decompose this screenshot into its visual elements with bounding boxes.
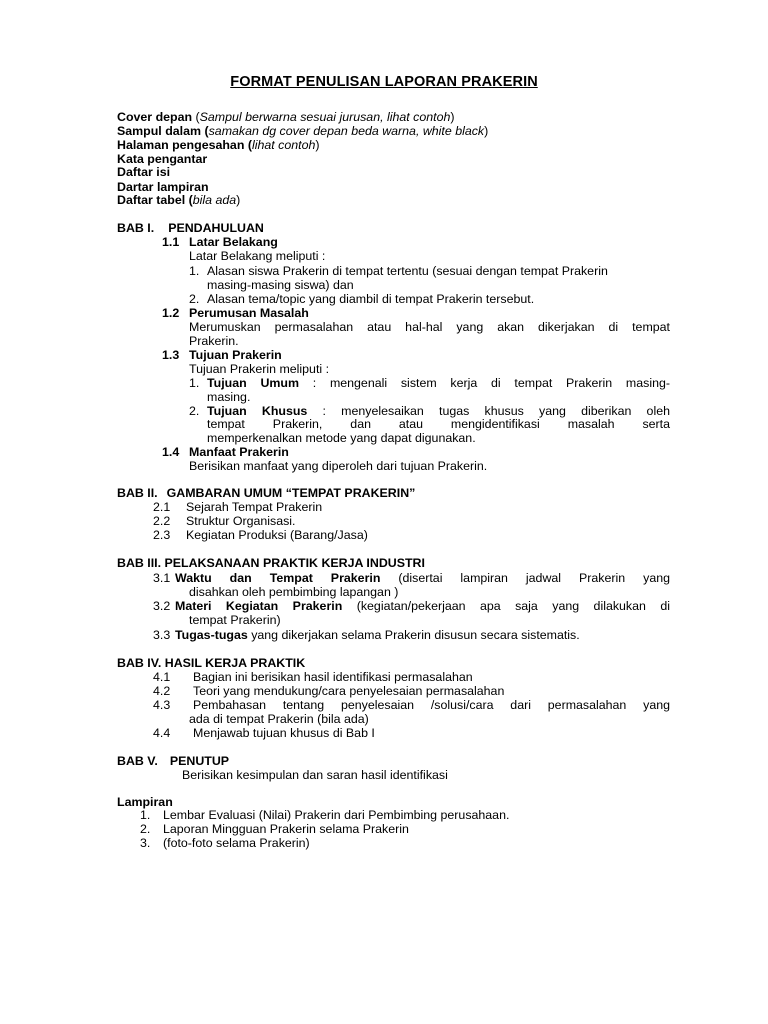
- bab1-s1-heading: 1.1 Latar Belakang: [162, 235, 278, 249]
- front-daftar-isi: Daftar isi: [117, 165, 171, 179]
- bab4-item3: 4.3 Pembahasan tentang penyelesaian /solusi/cara dari permasalahan yang: [153, 698, 670, 712]
- bab1-s3-item2: 2. Tujuan Khusus : menyelesaikan tugas khusus yang diberikan oleh: [189, 404, 670, 418]
- front-sampul-dalam: Sampul dalam (samakan dg cover depan beda warna, white black): [117, 124, 489, 138]
- lampiran-heading: Lampiran: [117, 795, 173, 809]
- bab1-s1-item1: 1. Alasan siswa Prakerin di tempat tertentu (sesuai dengan tempat Prakerin: [189, 264, 608, 278]
- bab3-item2: 3.2 Materi Kegiatan Prakerin (kegiatan/pekerjaan apa saja yang dilakukan di: [153, 599, 670, 613]
- lampiran-item3: 3. (foto-foto selama Prakerin): [140, 836, 310, 850]
- bab1-s3-item2-cont2: memperkenalkan metode yang dapat digunakan.: [207, 431, 476, 445]
- bab3-heading: BAB III. PELAKSANAAN PRAKTIK KERJA INDUSTRI: [117, 556, 425, 570]
- bab4-item1: 4.1 Bagian ini berisikan hasil identifikasi permasalahan: [153, 670, 473, 684]
- bab1-s3-item1-cont: masing.: [207, 390, 251, 404]
- bab2-heading: BAB II. GAMBARAN UMUM “TEMPAT PRAKERIN”: [117, 486, 416, 500]
- bab1-s4-text: Berisikan manfaat yang diperoleh dari tujuan Prakerin.: [189, 459, 488, 473]
- front-pengesahan: Halaman pengesahan (lihat contoh): [117, 138, 320, 152]
- bab4-heading: BAB IV. HASIL KERJA PRAKTIK: [117, 656, 306, 670]
- bab4-item2: 4.2 Teori yang mendukung/cara penyelesaian permasalahan: [153, 684, 505, 698]
- bab1-heading: BAB I. PENDAHULUAN: [117, 221, 264, 235]
- bab1-s3-intro: Tujuan Prakerin meliputi :: [189, 362, 330, 376]
- bab1-s2-text-cont: Prakerin.: [189, 334, 239, 348]
- bab3-item3: 3.3 Tugas-tugas yang dikerjakan selama Prakerin disusun secara sistematis.: [153, 628, 580, 642]
- front-daftar-tabel: Daftar tabel (bila ada): [117, 193, 241, 207]
- bab1-s1-item2: 2. Alasan tema/topic yang diambil di tempat Prakerin tersebut.: [189, 292, 535, 306]
- front-cover-depan: Cover depan (Sampul berwarna sesuai jurusan, lihat contoh): [117, 110, 455, 124]
- bab1-s3-item2-cont: tempat Prakerin, dan atau mengidentifikasi masalah serta: [207, 417, 670, 431]
- bab1-s4-heading: 1.4 Manfaat Prakerin: [162, 445, 289, 459]
- bab3-item1: 3.1 Waktu dan Tempat Prakerin (disertai lampiran jadwal Prakerin yang: [153, 571, 670, 585]
- front-kata-pengantar: Kata pengantar: [117, 152, 208, 166]
- bab2-item2: 2.2 Struktur Organisasi.: [153, 514, 296, 528]
- lampiran-item2: 2. Laporan Mingguan Prakerin selama Prakerin: [140, 822, 409, 836]
- bab2-item3: 2.3 Kegiatan Produksi (Barang/Jasa): [153, 528, 368, 542]
- bab2-item1: 2.1 Sejarah Tempat Prakerin: [153, 500, 323, 514]
- bab1-s1-intro: Latar Belakang meliputi :: [189, 249, 326, 263]
- bab4-item4: 4.4 Menjawab tujuan khusus di Bab I: [153, 726, 375, 740]
- bab1-s3-item1: 1. Tujuan Umum : mengenali sistem kerja di tempat Prakerin masing-: [189, 376, 671, 390]
- bab3-item2-cont: tempat Prakerin): [189, 613, 281, 627]
- document-title: FORMAT PENULISAN LAPORAN PRAKERIN: [230, 74, 538, 90]
- lampiran-item1: 1. Lembar Evaluasi (Nilai) Prakerin dari Pembimbing perusahaan.: [140, 808, 510, 822]
- bab5-heading: BAB V. PENUTUP: [117, 754, 230, 768]
- bab3-item1-cont: disahkan oleh pembimbing lapangan ): [189, 585, 399, 599]
- bab5-text: Berisikan kesimpulan dan saran hasil identifikasi: [182, 768, 448, 782]
- bab1-s2-heading: 1.2 Perumusan Masalah: [162, 306, 309, 320]
- bab4-item3-cont: ada di tempat Prakerin (bila ada): [189, 712, 369, 726]
- bab1-s1-item1-cont: masing-masing siswa) dan: [207, 278, 354, 292]
- front-daftar-lampiran: Dartar lampiran: [117, 180, 209, 194]
- bab1-s2-text: Merumuskan permasalahan atau hal-hal yang akan dikerjakan di tempat: [189, 320, 670, 334]
- bab1-s3-heading: 1.3 Tujuan Prakerin: [162, 348, 282, 362]
